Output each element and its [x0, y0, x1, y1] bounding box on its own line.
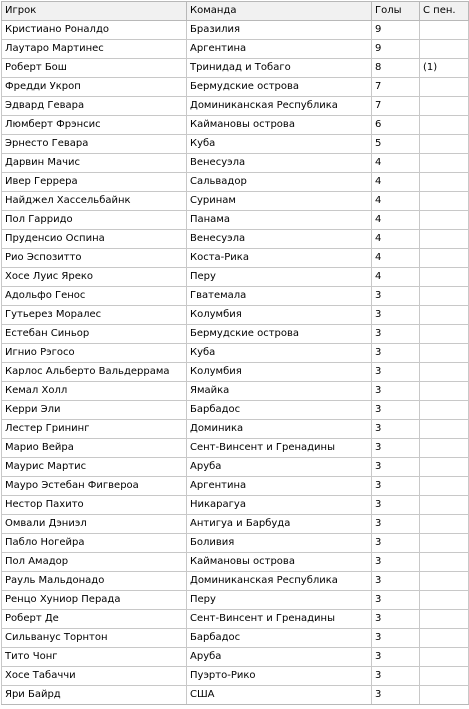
cell-goals: 4 — [372, 249, 420, 268]
table-row[interactable] — [2, 382, 469, 401]
cell-penalties — [420, 648, 469, 667]
cell-goals: 4 — [372, 173, 420, 192]
table-row[interactable] — [2, 116, 469, 135]
cell-penalties — [420, 268, 469, 287]
cell-team: Аргентина — [187, 40, 372, 59]
cell-player: Лаутаро Мартинес — [2, 40, 187, 59]
header-team[interactable]: Команда — [187, 2, 372, 21]
cell-player: Роберт Де — [2, 610, 187, 629]
cell-penalties — [420, 287, 469, 306]
cell-goals: 3 — [372, 572, 420, 591]
cell-penalties — [420, 686, 469, 705]
cell-team: Панама — [187, 211, 372, 230]
cell-goals: 7 — [372, 78, 420, 97]
table-row[interactable] — [2, 59, 469, 78]
table-row[interactable] — [2, 496, 469, 515]
cell-penalties — [420, 154, 469, 173]
cell-player: Криcтиано Роналдо — [2, 21, 187, 40]
table-row[interactable] — [2, 230, 469, 249]
cell-penalties — [420, 534, 469, 553]
cell-goals: 4 — [372, 154, 420, 173]
cell-penalties — [420, 401, 469, 420]
cell-player: Керри Эли — [2, 401, 187, 420]
cell-penalties — [420, 116, 469, 135]
cell-goals: 3 — [372, 439, 420, 458]
cell-team: Сент-Винсент и Гренадины — [187, 610, 372, 629]
cell-team: Ямайка — [187, 382, 372, 401]
cell-team: Колумбия — [187, 363, 372, 382]
table-body — [2, 21, 469, 705]
cell-goals: 3 — [372, 477, 420, 496]
header-player[interactable]: Игрок — [2, 2, 187, 21]
cell-player: Роберт Бош — [2, 59, 187, 78]
cell-goals: 3 — [372, 553, 420, 572]
table-row[interactable] — [2, 572, 469, 591]
cell-goals: 3 — [372, 496, 420, 515]
cell-player: Рио Эспозитто — [2, 249, 187, 268]
cell-goals: 9 — [372, 40, 420, 59]
cell-goals: 3 — [372, 648, 420, 667]
cell-team: Перу — [187, 591, 372, 610]
scorers-table — [1, 1, 469, 705]
cell-penalties — [420, 439, 469, 458]
cell-team: Доминиканская Республика — [187, 97, 372, 116]
cell-goals: 7 — [372, 97, 420, 116]
cell-team: Каймановы острова — [187, 116, 372, 135]
cell-player: Естебан Синьор — [2, 325, 187, 344]
cell-goals: 4 — [372, 230, 420, 249]
cell-penalties — [420, 306, 469, 325]
cell-goals: 3 — [372, 382, 420, 401]
cell-goals: 3 — [372, 287, 420, 306]
cell-team: Куба — [187, 135, 372, 154]
cell-player: Нестор Пахито — [2, 496, 187, 515]
table-row[interactable] — [2, 534, 469, 553]
cell-team: Аргентина — [187, 477, 372, 496]
table-row[interactable] — [2, 477, 469, 496]
cell-penalties — [420, 610, 469, 629]
cell-goals: 3 — [372, 610, 420, 629]
cell-team: Каймановы острова — [187, 553, 372, 572]
cell-penalties — [420, 78, 469, 97]
cell-player: Карлос Альберто Вальдеррама — [2, 363, 187, 382]
cell-penalties — [420, 591, 469, 610]
cell-player: Кемал Холл — [2, 382, 187, 401]
cell-goals: 3 — [372, 629, 420, 648]
table-row[interactable] — [2, 135, 469, 154]
cell-penalties — [420, 496, 469, 515]
cell-penalties — [420, 192, 469, 211]
cell-goals: 9 — [372, 21, 420, 40]
table-row[interactable] — [2, 325, 469, 344]
table-row[interactable] — [2, 553, 469, 572]
cell-penalties — [420, 325, 469, 344]
cell-team: Никарагуа — [187, 496, 372, 515]
cell-goals: 3 — [372, 420, 420, 439]
cell-penalties — [420, 21, 469, 40]
cell-penalties — [420, 515, 469, 534]
cell-goals: 3 — [372, 667, 420, 686]
cell-player: Марио Вейра — [2, 439, 187, 458]
cell-goals: 8 — [372, 59, 420, 78]
cell-team: Барбадос — [187, 401, 372, 420]
cell-player: Люмберт Фрэнсис — [2, 116, 187, 135]
cell-player: Пабло Ногейра — [2, 534, 187, 553]
table-row[interactable] — [2, 420, 469, 439]
cell-goals: 3 — [372, 534, 420, 553]
cell-penalties — [420, 458, 469, 477]
cell-penalties — [420, 97, 469, 116]
cell-goals: 3 — [372, 515, 420, 534]
table-row[interactable] — [2, 154, 469, 173]
cell-team: Куба — [187, 344, 372, 363]
table-row[interactable] — [2, 40, 469, 59]
cell-penalties — [420, 249, 469, 268]
table-row[interactable] — [2, 287, 469, 306]
cell-team: Аруба — [187, 458, 372, 477]
cell-team: Венесуэла — [187, 154, 372, 173]
table-row[interactable] — [2, 173, 469, 192]
cell-player: Маурис Мартис — [2, 458, 187, 477]
cell-team: Перу — [187, 268, 372, 287]
table-row[interactable] — [2, 648, 469, 667]
cell-goals: 3 — [372, 401, 420, 420]
cell-player: Сильванус Торнтон — [2, 629, 187, 648]
cell-goals: 6 — [372, 116, 420, 135]
cell-goals: 3 — [372, 363, 420, 382]
table-row[interactable] — [2, 439, 469, 458]
cell-player: Ивер Геррера — [2, 173, 187, 192]
cell-penalties — [420, 344, 469, 363]
cell-team: Барбадос — [187, 629, 372, 648]
cell-penalties — [420, 629, 469, 648]
cell-player: Дарвин Мачис — [2, 154, 187, 173]
table-row[interactable] — [2, 78, 469, 97]
cell-player: Пруденсио Оспина — [2, 230, 187, 249]
cell-goals: 4 — [372, 268, 420, 287]
table-row[interactable] — [2, 192, 469, 211]
header-goals[interactable]: Голы — [372, 2, 420, 21]
table-row[interactable] — [2, 306, 469, 325]
cell-team: Аруба — [187, 648, 372, 667]
cell-player: Эрнесто Гевара — [2, 135, 187, 154]
header-row — [2, 2, 469, 21]
cell-player: Пол Гарридо — [2, 211, 187, 230]
cell-goals: 3 — [372, 458, 420, 477]
cell-player: Рауль Мальдонадо — [2, 572, 187, 591]
table-row[interactable] — [2, 97, 469, 116]
cell-penalties: (1) — [420, 59, 469, 78]
cell-goals: 4 — [372, 192, 420, 211]
cell-player: Фредди Укроп — [2, 78, 187, 97]
cell-player: Найджел Хассельбайнк — [2, 192, 187, 211]
cell-team: Сент-Винсент и Гренадины — [187, 439, 372, 458]
cell-penalties — [420, 40, 469, 59]
table-row[interactable] — [2, 363, 469, 382]
cell-team: Пуэрто-Рико — [187, 667, 372, 686]
table-row[interactable] — [2, 591, 469, 610]
cell-player: Тито Чонг — [2, 648, 187, 667]
cell-team: Бермудские острова — [187, 78, 372, 97]
cell-team: Доминиканская Республика — [187, 572, 372, 591]
table-row[interactable] — [2, 401, 469, 420]
cell-team: Бразилия — [187, 21, 372, 40]
table-row[interactable] — [2, 458, 469, 477]
cell-team: Бермудские острова — [187, 325, 372, 344]
cell-goals: 3 — [372, 306, 420, 325]
cell-player: Эдвард Гевара — [2, 97, 187, 116]
cell-player: Омвали Дэниэл — [2, 515, 187, 534]
cell-team: Тринидад и Тобаго — [187, 59, 372, 78]
cell-penalties — [420, 211, 469, 230]
cell-penalties — [420, 572, 469, 591]
cell-team: Коста-Рика — [187, 249, 372, 268]
cell-penalties — [420, 363, 469, 382]
cell-penalties — [420, 477, 469, 496]
table-row[interactable] — [2, 268, 469, 287]
cell-penalties — [420, 135, 469, 154]
table-row[interactable] — [2, 667, 469, 686]
table-row[interactable] — [2, 21, 469, 40]
cell-goals: 5 — [372, 135, 420, 154]
cell-player: Адольфо Генос — [2, 287, 187, 306]
table-row[interactable] — [2, 515, 469, 534]
table-row[interactable] — [2, 686, 469, 705]
cell-goals: 3 — [372, 344, 420, 363]
cell-team: Гватемала — [187, 287, 372, 306]
cell-player: Хосе Луис Яреко — [2, 268, 187, 287]
cell-penalties — [420, 382, 469, 401]
table-row[interactable] — [2, 629, 469, 648]
cell-team: Боливия — [187, 534, 372, 553]
header-penalties[interactable]: С пен. — [420, 2, 469, 21]
cell-team: Колумбия — [187, 306, 372, 325]
cell-team: США — [187, 686, 372, 705]
cell-player: Ренцо Хуниор Перада — [2, 591, 187, 610]
cell-player: Яри Байрд — [2, 686, 187, 705]
table-row[interactable] — [2, 344, 469, 363]
table-row[interactable] — [2, 249, 469, 268]
cell-penalties — [420, 553, 469, 572]
cell-goals: 3 — [372, 686, 420, 705]
cell-penalties — [420, 420, 469, 439]
cell-player: Пол Амадор — [2, 553, 187, 572]
table-row[interactable] — [2, 610, 469, 629]
cell-team: Венесуэла — [187, 230, 372, 249]
cell-player: Лестер Грининг — [2, 420, 187, 439]
cell-team: Доминика — [187, 420, 372, 439]
cell-goals: 3 — [372, 325, 420, 344]
cell-penalties — [420, 667, 469, 686]
table-row[interactable] — [2, 211, 469, 230]
cell-team: Антигуа и Барбуда — [187, 515, 372, 534]
cell-penalties — [420, 230, 469, 249]
cell-goals: 4 — [372, 211, 420, 230]
cell-player: Гутьерез Моралес — [2, 306, 187, 325]
cell-player: Мауро Эстебан Фигвероа — [2, 477, 187, 496]
cell-team: Сальвадор — [187, 173, 372, 192]
cell-player: Хосе Табаччи — [2, 667, 187, 686]
cell-team: Суринам — [187, 192, 372, 211]
cell-penalties — [420, 173, 469, 192]
cell-player: Игнио Рэгосо — [2, 344, 187, 363]
cell-goals: 3 — [372, 591, 420, 610]
